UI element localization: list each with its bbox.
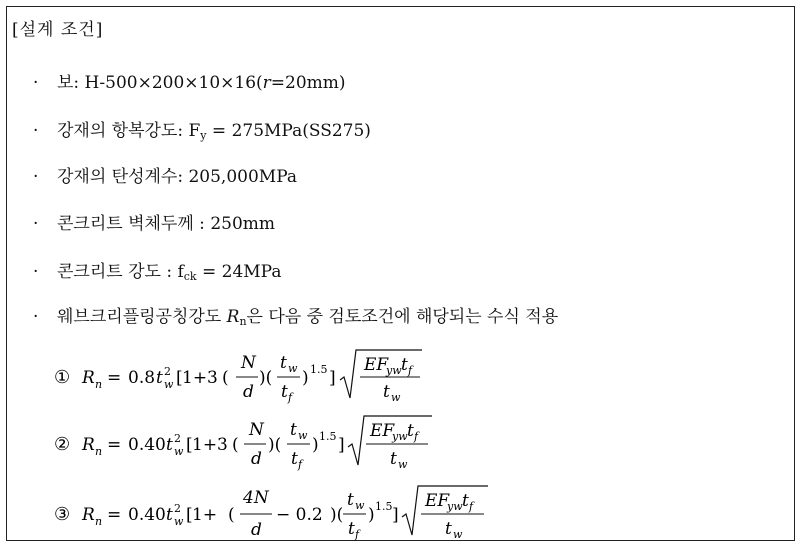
bullet: · — [33, 307, 39, 327]
svg-text:yw: yw — [386, 364, 402, 377]
bullet: · — [33, 262, 39, 282]
svg-text:w: w — [453, 528, 463, 541]
svg-text:=: = — [107, 505, 122, 525]
svg-text:2: 2 — [174, 502, 181, 515]
item-web-tail: 은 다음 중 검토조건에 해당되는 수식 적용 — [246, 307, 559, 327]
svg-text:f: f — [288, 391, 293, 404]
svg-text:R: R — [82, 505, 95, 525]
svg-text:w: w — [288, 362, 298, 375]
bullet: · — [33, 121, 39, 141]
svg-text:f: f — [469, 500, 474, 513]
svg-text:w: w — [391, 391, 401, 404]
item-wall-label: 콘크리트 벽체두께 : 250mm — [57, 214, 276, 234]
formula-1-tw-frac: t — [280, 353, 287, 373]
svg-text:]: ] — [329, 368, 336, 388]
svg-text:): ) — [312, 435, 319, 455]
formula-1-paren: ( — [222, 368, 229, 388]
svg-text:(: ( — [228, 505, 235, 525]
svg-text:t: t — [290, 420, 297, 440]
svg-text:=: = — [107, 435, 122, 455]
formula-2-marker: ② — [54, 434, 71, 455]
svg-text:4N: 4N — [243, 488, 269, 508]
svg-text:[: [ — [186, 435, 193, 455]
formula-1-EF: EF — [364, 355, 389, 375]
formula-1-tw-sup: 2 — [164, 365, 171, 378]
bullet: · — [33, 214, 39, 234]
svg-text:t: t — [347, 490, 354, 510]
svg-text:[: [ — [186, 505, 193, 525]
formula-1-marker: ① — [54, 367, 71, 388]
svg-text:w: w — [174, 445, 184, 458]
svg-text:t: t — [291, 449, 298, 469]
svg-text:t: t — [401, 355, 408, 375]
svg-text:w: w — [355, 499, 365, 512]
svg-text:n: n — [95, 445, 103, 458]
section-heading: [설계 조건] — [12, 20, 104, 40]
svg-text:d: d — [251, 520, 262, 540]
svg-text:f: f — [355, 528, 360, 541]
formula-2-coef: 0.40 — [128, 435, 166, 455]
svg-text:f: f — [414, 430, 419, 443]
item-web-label: 웨브크리플링공칭강도 — [57, 307, 227, 327]
formula-3-minus: − 0.2 — [276, 505, 323, 525]
svg-text:f: f — [298, 458, 303, 471]
svg-text:d: d — [251, 449, 262, 469]
svg-text:)(: )( — [268, 435, 282, 455]
bullet: · — [33, 167, 39, 187]
svg-text:(: ( — [232, 435, 239, 455]
svg-text:t: t — [166, 505, 173, 525]
svg-text:t: t — [390, 449, 397, 469]
svg-text:EF: EF — [370, 421, 395, 441]
item-beam-tail: =20mm) — [270, 73, 346, 93]
formula-1-exp: 1.5 — [310, 363, 328, 376]
svg-text:): ) — [302, 368, 309, 388]
svg-text:t: t — [348, 519, 355, 539]
svg-text:1.5: 1.5 — [319, 430, 337, 443]
formula-1-tw: t — [156, 368, 163, 388]
svg-text:w: w — [398, 458, 408, 471]
formula-1-inner: 1+3 — [182, 368, 218, 388]
svg-text:]: ] — [392, 505, 399, 525]
item-beam-label: 보: H-500×200×10×16( — [57, 73, 263, 93]
formula-1-tw-sub: w — [164, 378, 174, 391]
svg-text:t: t — [383, 382, 390, 402]
formula-3-marker: ③ — [54, 504, 71, 525]
svg-text:1.5: 1.5 — [375, 500, 393, 513]
item-concrete-sub: ck — [183, 270, 197, 283]
svg-text:2: 2 — [174, 432, 181, 445]
svg-text:]: ] — [338, 435, 345, 455]
svg-text:)(: )( — [259, 368, 273, 388]
svg-text:EF: EF — [425, 491, 450, 511]
item-web-R: R — [226, 307, 240, 327]
svg-text:t: t — [462, 491, 469, 511]
item-beam-r: r — [262, 73, 271, 93]
svg-text:f: f — [408, 364, 413, 377]
svg-text:)(: )( — [330, 505, 344, 525]
formula-1-tf-frac: t — [281, 382, 288, 402]
svg-text:t: t — [407, 421, 414, 441]
svg-text:w: w — [174, 515, 184, 528]
formula-1-eq: = — [107, 368, 122, 388]
svg-text:w: w — [298, 429, 308, 442]
formula-3-coef: 0.40 — [128, 505, 166, 525]
svg-text:yw: yw — [447, 500, 463, 513]
item-yield-label: 강재의 항복강도: F — [57, 121, 201, 141]
svg-text:n: n — [95, 515, 103, 528]
svg-text:t: t — [166, 435, 173, 455]
formula-2-inner: 1+3 — [192, 435, 228, 455]
formula-1-Rn-sub: n — [95, 378, 103, 391]
svg-text:N: N — [249, 420, 264, 440]
formula-1-coef: 0.8 — [128, 368, 156, 388]
formula-1-bracket-open: [ — [176, 368, 183, 388]
svg-text:t: t — [445, 519, 452, 539]
formula-3-inner: 1+ — [192, 505, 218, 525]
svg-text:): ) — [368, 505, 375, 525]
item-concrete-tail: = 24MPa — [196, 262, 282, 282]
svg-text:yw: yw — [392, 430, 408, 443]
item-yield-tail: = 275MPa(SS275) — [206, 121, 371, 141]
item-yield-sub: y — [200, 129, 207, 142]
item-elastic-label: 강재의 탄성계수: 205,000MPa — [57, 167, 298, 187]
item-web-sub: n — [239, 315, 247, 328]
formula-1-Rn: R — [82, 368, 95, 388]
bullet: · — [33, 73, 39, 93]
item-concrete-label: 콘크리트 강도 : f — [57, 262, 184, 282]
svg-text:R: R — [82, 435, 95, 455]
formula-1-d: d — [243, 382, 254, 402]
formula-1-N: N — [241, 353, 256, 373]
